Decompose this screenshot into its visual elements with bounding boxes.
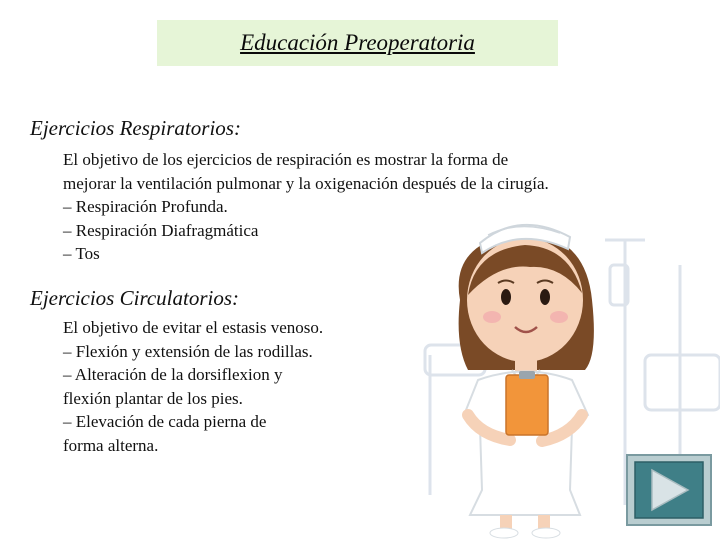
circulatory-line: El objetivo de evitar el estasis venoso.: [63, 318, 324, 337]
respiratory-line: – Respiración Profunda.: [63, 197, 228, 216]
circulatory-body: [63, 316, 323, 457]
circulatory-line: – Elevación de cada pierna de: [63, 412, 267, 431]
title-banner: [157, 20, 558, 66]
circulatory-line: forma alterna.: [63, 435, 159, 455]
respiratory-heading: Ejercicios Respiratorios:: [30, 116, 241, 140]
circulatory-line: flexión plantar de los pies.: [63, 388, 243, 408]
next-slide-button[interactable]: [626, 454, 712, 526]
slide-title: Educación Preoperatoria: [240, 30, 475, 55]
respiratory-line: – Tos: [63, 244, 100, 263]
respiratory-line: mejorar la ventilación pulmonar y la oxigenación después de la cirugía.: [63, 173, 549, 193]
respiratory-line: El objetivo de los ejercicios de respiración es mostrar la forma de: [63, 150, 509, 169]
circulatory-line: – Flexión y extensión de las rodillas.: [63, 341, 313, 361]
circulatory-heading: Ejercicios Circulatorios:: [30, 286, 240, 310]
circulatory-line: – Alteración de la dorsiflexion y: [63, 365, 283, 384]
respiratory-line: – Respiración Diafragmática: [63, 220, 259, 240]
